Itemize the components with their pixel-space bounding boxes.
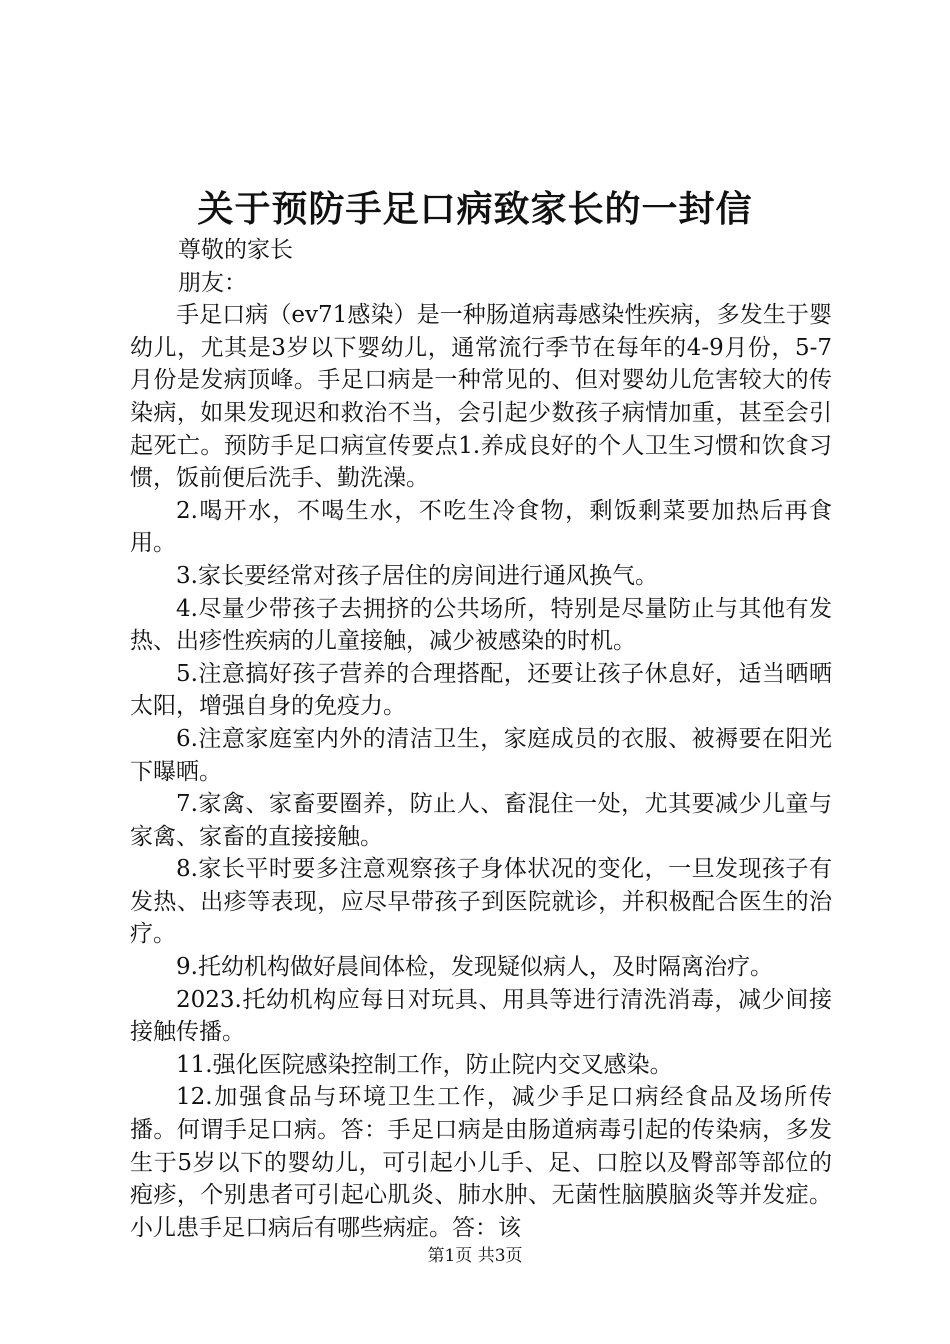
paragraph: 12.加强食品与环境卫生工作，减少手足口病经食品及场所传播。何谓手足口病。答：手足口病是由肠道病毒引起的传染病，多发生于5岁以下的婴幼儿，可引起小儿手、足、口腔以及臀部等部位的疱疹，个别患者可引起心肌炎、肺水肿、无菌性脑膜脑炎等并发症。小儿患手足口病后有哪些病症。答：该	[130, 1084, 832, 1241]
paragraph: 7.家禽、家畜要圈养，防止人、畜混住一处，尤其要减少儿童与家禽、家畜的直接接触。	[130, 791, 832, 850]
salutation-line: 尊敬的家长	[178, 237, 293, 263]
page-number-footer: 第1页 共3页	[427, 1246, 523, 1266]
paragraph: 4.尽量少带孩子去拥挤的公共场所，特别是尽量防止与其他有发热、出疹性疾病的儿童接触，减少被感染的时机。	[130, 595, 832, 655]
paragraph: 2.喝开水，不喝生水，不吃生冷食物，剩饭剩菜要加热后再食用。	[130, 497, 832, 557]
paragraph: 3.家长要经常对孩子居住的房间进行通风换气。	[176, 562, 658, 589]
letter-body	[130, 234, 832, 1244]
paragraph: 2023.托幼机构应每日对玩具、用具等进行清洗消毒，减少间接接触传播。	[130, 986, 832, 1046]
paragraph: 11.强化医院感染控制工作，防止院内交叉感染。	[176, 1051, 673, 1078]
paragraph: 8.家长平时要多注意观察孩子身体状况的变化，一旦发现孩子有发热、出疹等表现，应尽早带孩子到医院就诊，并积极配合医生的治疗。	[130, 856, 832, 948]
salutation-line: 朋友：	[178, 269, 247, 296]
paragraph: 9.托幼机构做好晨间体检，发现疑似病人，及时隔离治疗。	[176, 954, 773, 981]
paragraph: 5.注意搞好孩子营养的合理搭配，还要让孩子休息好，适当晒晒太阳，增强自身的免疫力。	[130, 660, 832, 720]
paragraph: 6.注意家庭室内外的清洁卫生，家庭成员的衣服、被褥要在阳光下曝晒。	[130, 725, 832, 785]
paragraph: 手足口病（ev71感染）是一种肠道病毒感染性疾病，多发生于婴幼儿，尤其是3岁以下婴幼儿，通常流行季节在每年的4-9月份，5-7月份是发病顶峰。手足口病是一种常见的、但对婴幼儿危害较大的传染病，如果发现迟和救治不当，会引起少数孩子病情加重，甚至会引起死亡。预防手足口病宣传要点1.养成良好的个人卫生习惯和饮食习惯，饭前便后洗手、勤洗澡。	[130, 302, 832, 492]
document-title: 关于预防手足口病致家长的一封信	[197, 189, 753, 230]
